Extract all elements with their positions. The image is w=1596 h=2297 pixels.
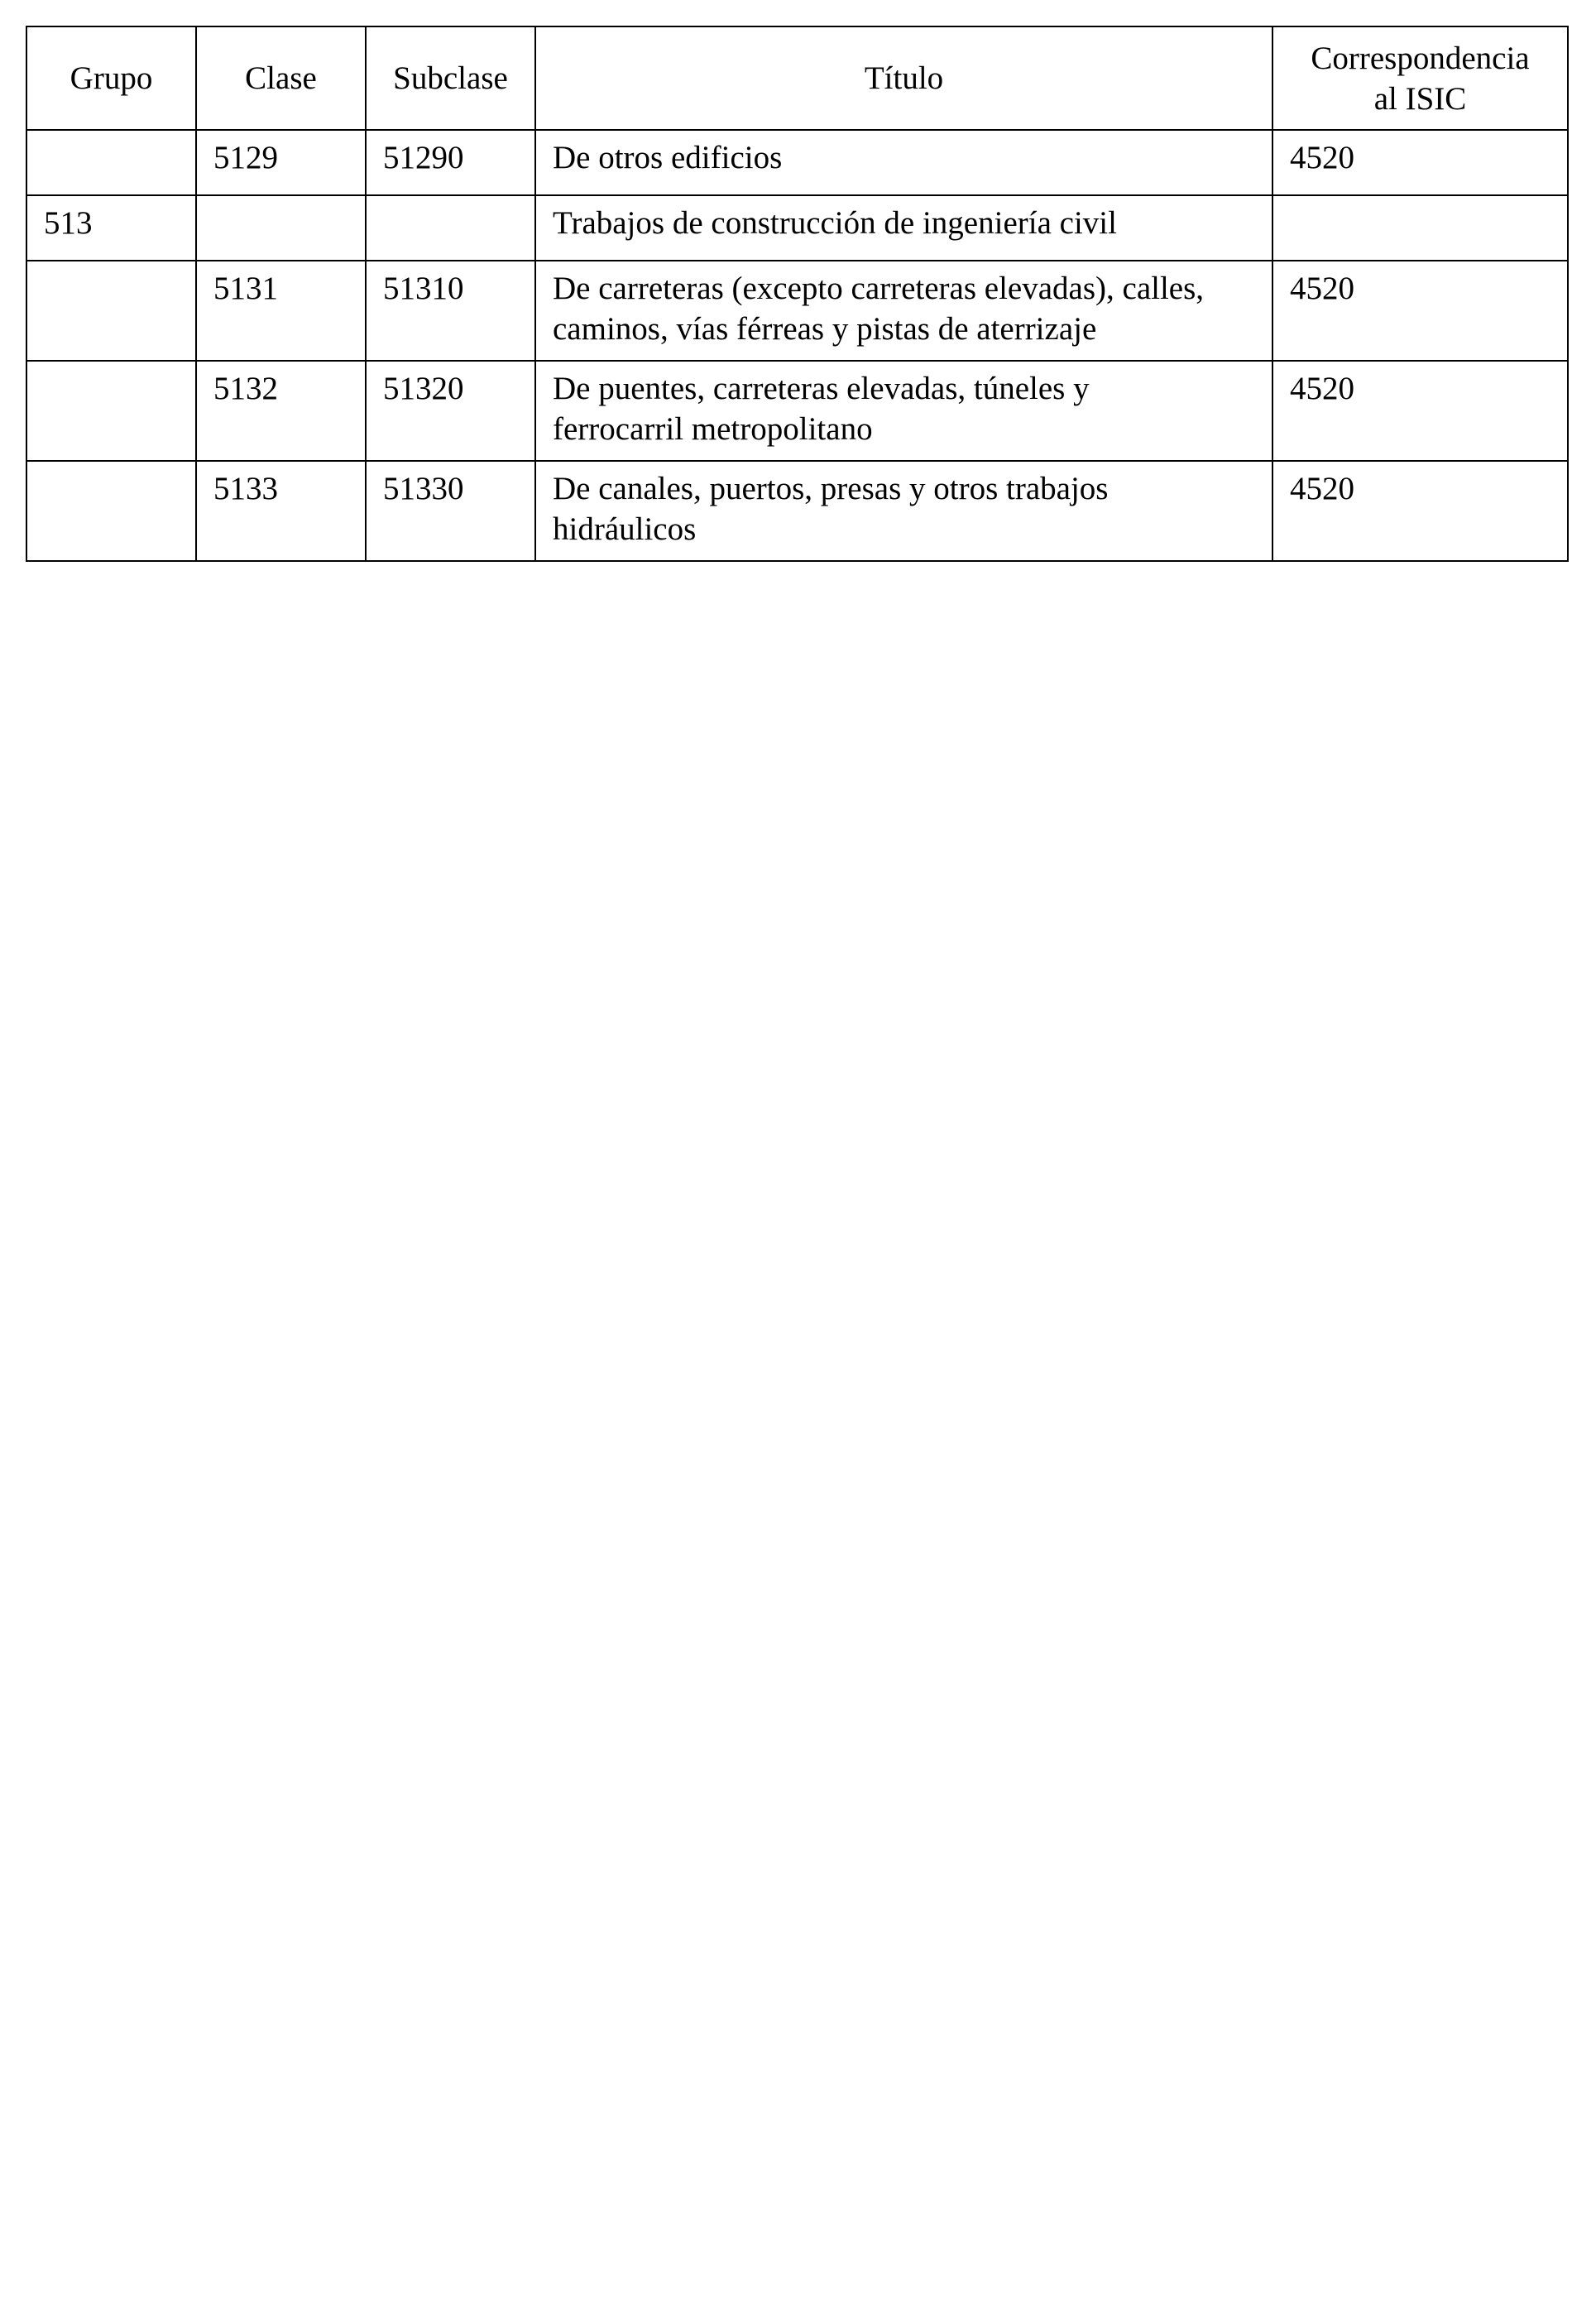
table-header	[26, 26, 1568, 130]
cell-clase: 5131	[196, 261, 366, 361]
cell-grupo	[26, 361, 196, 461]
cell-titulo	[535, 195, 1272, 261]
cell-subclase	[366, 195, 535, 261]
cell-grupo	[26, 130, 196, 195]
titulo-line2: ferrocarril metropolitano	[553, 411, 873, 447]
header-row	[26, 26, 1568, 130]
cell-clase	[196, 195, 366, 261]
cell-subclase: 51320	[366, 361, 535, 461]
header-isic-line1: Correspondencia	[1311, 40, 1530, 76]
table-row	[26, 361, 1568, 461]
cell-isic: 4520	[1272, 361, 1568, 461]
cell-grupo	[26, 261, 196, 361]
header-titulo: Título	[535, 26, 1272, 130]
cell-isic	[1272, 195, 1568, 261]
table-row	[26, 261, 1568, 361]
cell-isic: 4520	[1272, 261, 1568, 361]
cell-clase: 5132	[196, 361, 366, 461]
cell-titulo	[535, 130, 1272, 195]
header-isic-line2: al ISIC	[1373, 80, 1467, 117]
cell-grupo: 513	[26, 195, 196, 261]
table-row	[26, 461, 1568, 561]
cell-titulo	[535, 461, 1272, 561]
cell-subclase: 51290	[366, 130, 535, 195]
header-grupo: Grupo	[26, 26, 196, 130]
cell-clase: 5133	[196, 461, 366, 561]
titulo-line1: De otros edificios	[553, 140, 783, 175]
cell-clase: 5129	[196, 130, 366, 195]
titulo-line2: caminos, vías férreas y pistas de aterrizaje	[553, 311, 1097, 347]
titulo-line1: De puentes, carreteras elevadas, túneles y	[553, 371, 1090, 406]
header-clase: Clase	[196, 26, 366, 130]
header-isic	[1272, 26, 1568, 130]
table-row	[26, 130, 1568, 195]
cell-titulo	[535, 361, 1272, 461]
titulo-line1: De carreteras (excepto carreteras elevadas), calles,	[553, 271, 1205, 306]
header-subclase: Subclase	[366, 26, 535, 130]
cell-grupo	[26, 461, 196, 561]
cell-subclase: 51330	[366, 461, 535, 561]
classification-table	[26, 26, 1569, 562]
titulo-line2: hidráulicos	[553, 511, 697, 547]
cell-titulo	[535, 261, 1272, 361]
titulo-line1: Trabajos de construcción de ingeniería civil	[553, 205, 1117, 241]
titulo-line1: De canales, puertos, presas y otros trabajos	[553, 471, 1109, 506]
table-body	[26, 130, 1568, 561]
cell-isic: 4520	[1272, 130, 1568, 195]
cell-isic: 4520	[1272, 461, 1568, 561]
table-row	[26, 195, 1568, 261]
cell-subclase: 51310	[366, 261, 535, 361]
